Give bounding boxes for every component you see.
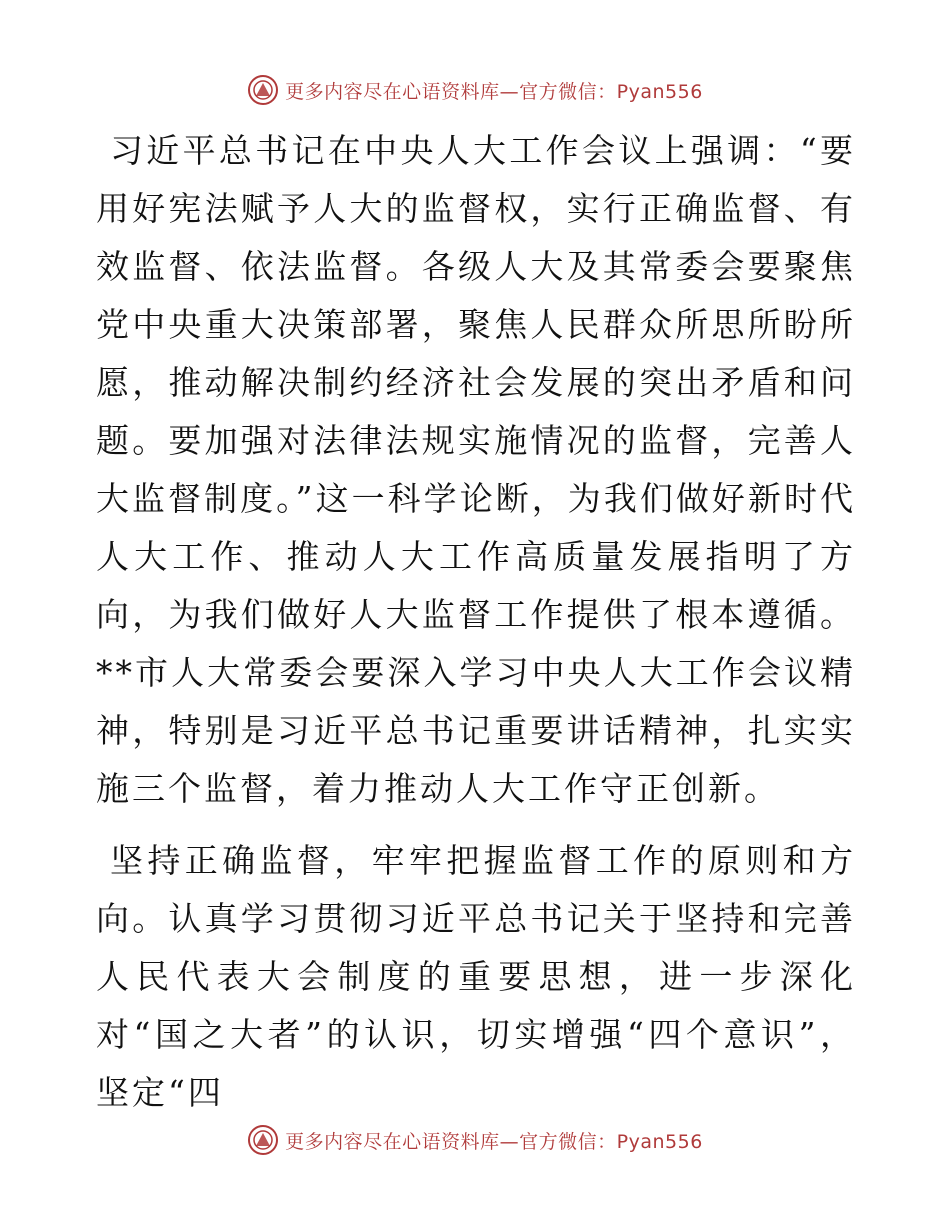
document-body (96, 122, 856, 1122)
seal-logo-icon (247, 74, 279, 106)
footer-watermark (0, 1120, 950, 1160)
paragraph-2: 坚持正确监督，牢牢把握监督工作的原则和方向。认真学习贯彻习近平总书记关于坚持和完善人民代表大会制度的重要思想，进一步深化对“国之大者”的认识，切实增强“四个意识”，坚定“四 (96, 841, 856, 1112)
header-watermark-text: 更多内容尽在心语资料库—官方微信：Pyan556 (285, 80, 703, 103)
seal-logo-icon (247, 1124, 279, 1156)
footer-watermark-text: 更多内容尽在心语资料库—官方微信：Pyan556 (285, 1130, 703, 1153)
paragraph-1: 习近平总书记在中央人大工作会议上强调：“要用好宪法赋予人大的监督权，实行正确监督、有效监督、依法监督。各级人大及其常委会要聚焦党中央重大决策部署，聚焦人民群众所思所盼所愿，推动解决制约经济社会发展的突出矛盾和问题。要加强对法律法规实施情况的监督，完善人大监督制度。”这一科学论断，为我们做好新时代人大工作、推动人大工作高质量发展指明了方向，为我们做好人大监督工作提供了根本遵循。**市人大常委会要深入学习中央人大工作会议精神，特别是习近平总书记重要讲话精神，扎实实施三个监督，着力推动人大工作守正创新。 (96, 131, 856, 808)
header-watermark (0, 70, 950, 110)
